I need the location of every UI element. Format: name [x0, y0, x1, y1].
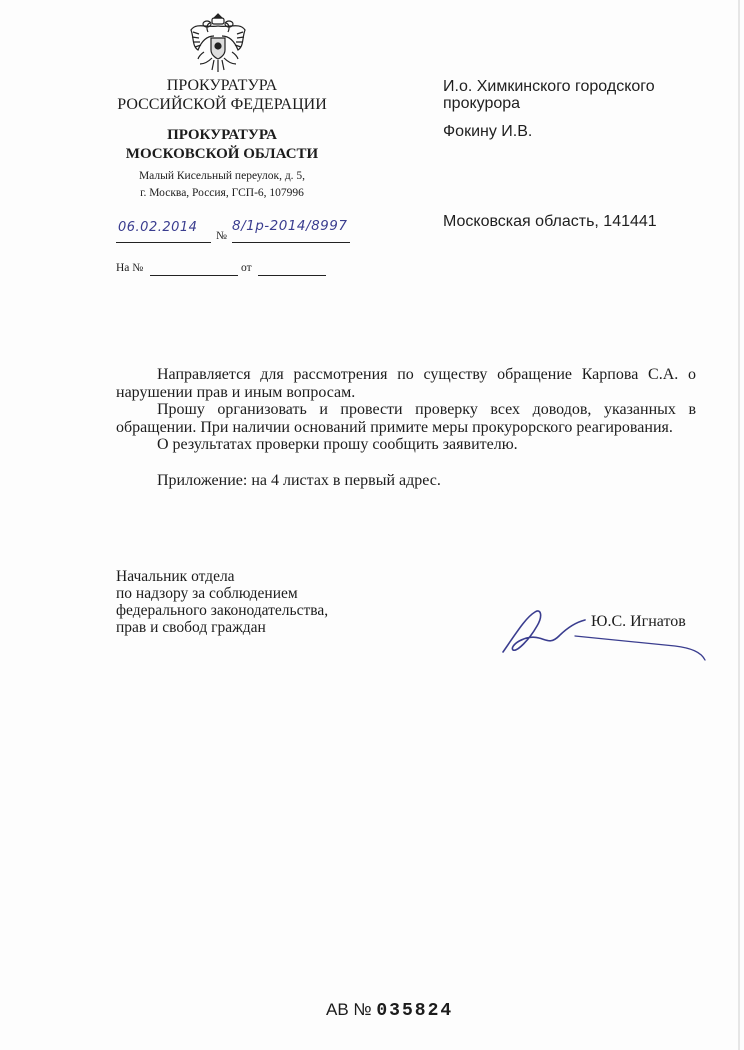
form-serial-number	[326, 1000, 453, 1021]
recipient-name: Фокину И.В.	[443, 123, 533, 140]
reply-from-label: от	[241, 262, 252, 274]
coat-of-arms-emblem	[188, 10, 248, 76]
org-name-line2: РОССИЙСКОЙ ФЕДЕРАЦИИ	[117, 96, 327, 113]
signer-name: Ю.С. Игнатов	[591, 613, 686, 630]
position-line3: федерального законодательства,	[116, 602, 329, 619]
region-org-name	[100, 126, 344, 164]
reg-number-handwritten: 8/1р-2014/8997	[232, 218, 348, 234]
reply-to-number-field	[150, 264, 238, 276]
org-address	[100, 168, 344, 202]
recipient-title	[443, 78, 655, 112]
org-address-line1: Малый Кисельный переулок, д. 5,	[138, 170, 306, 182]
letter-body	[116, 366, 696, 489]
reg-number-field	[232, 218, 350, 243]
org-name	[100, 76, 344, 114]
body-paragraph-2: Прошу организовать и провести проверку всех доводов, указанных в обращении. При наличии оснований примите меры прокурорского реагирования.	[116, 401, 696, 436]
reg-number-label: №	[216, 230, 227, 242]
recipient-title-line1: И.о. Химкинского городского	[443, 78, 655, 95]
recipient-address: Московская область, 141441	[443, 213, 657, 230]
form-series-label: АВ №	[326, 1000, 372, 1019]
reply-from-date-field	[258, 264, 326, 276]
region-org-line1: ПРОКУРАТУРА	[167, 127, 277, 143]
org-name-line1: ПРОКУРАТУРА	[166, 77, 278, 94]
signatory-position	[116, 568, 328, 636]
region-org-line2: МОСКОВСКОЙ ОБЛАСТИ	[125, 146, 319, 162]
scan-edge	[738, 0, 740, 1050]
reg-date-handwritten: 06.02.2014	[118, 220, 198, 235]
position-line2: по надзору за соблюдением	[116, 585, 298, 602]
reg-date-field	[116, 220, 211, 243]
handwritten-signature	[495, 600, 710, 665]
body-paragraph-1: Направляется для рассмотрения по существу обращение Карпова С.А. о нарушении прав и иным вопросам.	[116, 366, 696, 401]
org-address-line2: г. Москва, Россия, ГСП-6, 107996	[140, 187, 304, 199]
form-number: 035824	[376, 1001, 454, 1021]
body-paragraph-3: О результатах проверки прошу сообщить заявителю.	[157, 436, 518, 453]
recipient-title-line2: прокурора	[443, 95, 521, 112]
position-line4: прав и свобод граждан	[116, 619, 266, 636]
attachment-note: Приложение: на 4 листах в первый адрес.	[157, 471, 441, 489]
reply-to-label: На №	[116, 262, 144, 274]
position-line1: Начальник отдела	[116, 568, 235, 585]
